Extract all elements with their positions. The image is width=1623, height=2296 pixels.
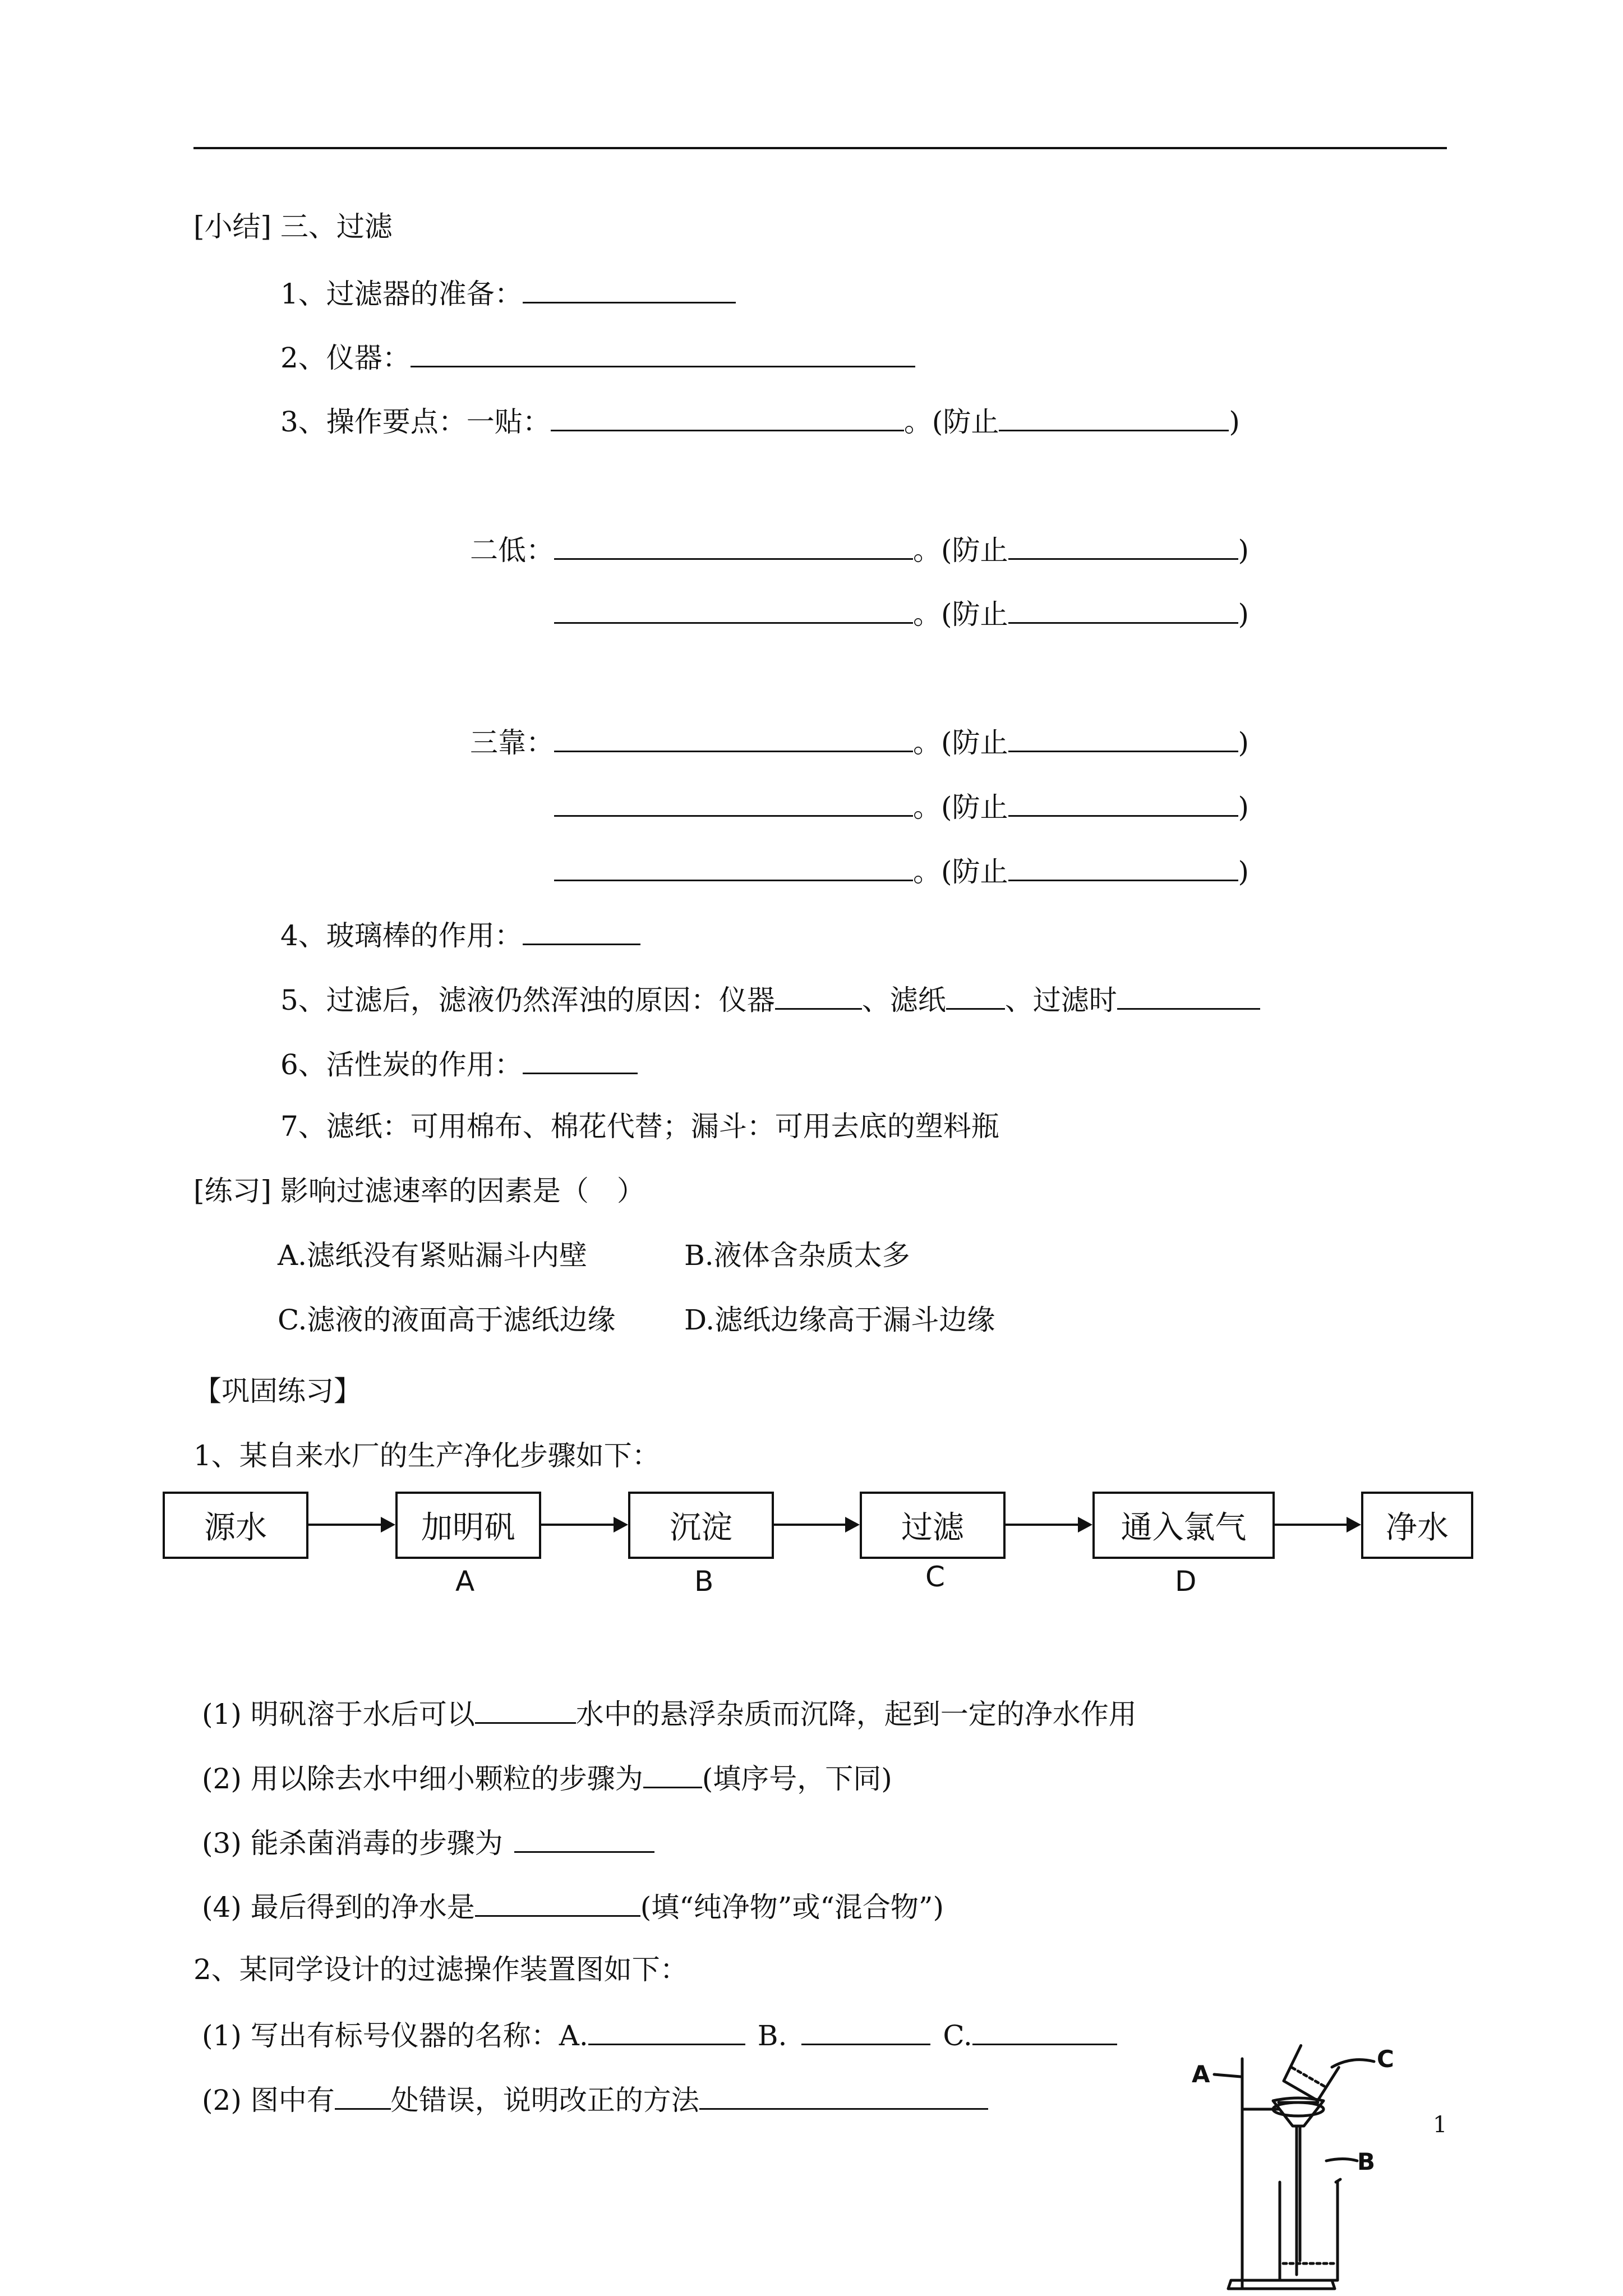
answer-blank[interactable] <box>1008 853 1238 881</box>
arrow-head-icon <box>1347 1517 1361 1533</box>
option-d: D.滤纸边缘高于漏斗边缘 <box>684 1304 995 1336</box>
summary-item-6: 6、活性炭的作用： <box>280 1046 638 1082</box>
summary-item-3-yitie: 3、操作要点：一贴： 。(防止 ) <box>280 403 1240 439</box>
san-kao-row-3: 。(防止 ) <box>554 853 1249 889</box>
answer-blank[interactable] <box>335 2081 391 2110</box>
answer-blank[interactable] <box>801 2017 930 2045</box>
answer-blank[interactable] <box>551 403 904 431</box>
answer-blank[interactable] <box>554 531 913 560</box>
summary-item-7: 7、滤纸：可用棉布、棉花代替；漏斗：可用去底的塑料瓶 <box>280 1110 999 1143</box>
answer-blank[interactable] <box>699 2081 988 2110</box>
flow-arrow <box>1275 1524 1347 1526</box>
flow-arrow <box>774 1524 846 1526</box>
flow-arrow <box>541 1524 614 1526</box>
flow-letter-d: D <box>1175 1565 1197 1598</box>
answer-blank[interactable] <box>554 595 913 624</box>
label-b: B <box>1357 2148 1376 2175</box>
header-rule <box>193 147 1447 149</box>
flow-box-source-water: 源水 <box>163 1492 308 1559</box>
flow-box-clean-water: 净水 <box>1361 1492 1473 1559</box>
answer-blank[interactable] <box>554 788 913 817</box>
answer-blank[interactable] <box>523 917 640 945</box>
q2-intro: 2、某同学设计的过滤操作装置图如下： <box>193 1953 688 1986</box>
answer-blank[interactable] <box>1008 595 1238 624</box>
q2-part-1: (1) 写出有标号仪器的名称：A. B. C. <box>202 2017 1117 2053</box>
q1-part-3: (3) 能杀菌消毒的步骤为 <box>202 1824 654 1860</box>
answer-blank[interactable] <box>554 853 913 881</box>
flow-arrow <box>1006 1524 1078 1526</box>
consolidation-heading: 【巩固练习】 <box>193 1375 362 1407</box>
flow-letter-c: C <box>925 1561 945 1593</box>
flow-box-sedimentation: 沉淀 <box>628 1492 774 1559</box>
option-b: B.液体含杂质太多 <box>684 1239 910 1272</box>
answer-blank[interactable] <box>999 403 1229 431</box>
q1-part-1: (1) 明矾溶于水后可以 水中的悬浮杂质而沉降，起到一定的净水作用 <box>202 1695 1137 1731</box>
answer-blank[interactable] <box>1008 531 1238 560</box>
answer-blank[interactable] <box>643 1760 702 1788</box>
flow-box-filtration: 过滤 <box>860 1492 1006 1559</box>
answer-blank[interactable] <box>588 2017 745 2045</box>
pouring-beaker <box>1281 2046 1339 2102</box>
answer-blank[interactable] <box>946 981 1005 1010</box>
filtration-apparatus-figure <box>1189 2042 1453 2296</box>
flow-letter-a: A <box>455 1565 475 1598</box>
answer-blank[interactable] <box>1008 724 1238 752</box>
flow-box-chlorination: 通入氯气 <box>1092 1492 1275 1559</box>
answer-blank[interactable] <box>554 724 913 752</box>
beaker <box>1280 2182 1338 2280</box>
label-a: A <box>1192 2060 1210 2088</box>
answer-blank[interactable] <box>411 339 915 367</box>
option-c: C.滤液的液面高于滤纸边缘 <box>278 1304 616 1336</box>
answer-blank[interactable] <box>1117 981 1260 1010</box>
q1-part-4: (4) 最后得到的净水是 (填“纯净物”或“混合物”) <box>202 1888 944 1924</box>
answer-blank[interactable] <box>475 1695 576 1724</box>
summary-item-4: 4、玻璃棒的作用： <box>280 917 640 953</box>
er-di-row-2: 。(防止 ) <box>554 595 1249 631</box>
answer-blank[interactable] <box>523 275 736 303</box>
practice-question: [练习] 影响过滤速率的因素是（ ） <box>193 1175 645 1207</box>
er-di-row-1: 二低： 。(防止 ) <box>470 531 1249 567</box>
answer-blank[interactable] <box>1008 788 1238 817</box>
arrow-head-icon <box>845 1517 860 1533</box>
answer-blank[interactable] <box>775 981 862 1010</box>
summary-item-1: 1、过滤器的准备： <box>280 275 736 311</box>
arrow-head-icon <box>614 1517 628 1533</box>
summary-item-2: 2、仪器： <box>280 339 915 375</box>
answer-blank[interactable] <box>972 2017 1117 2045</box>
q1-part-2: (2) 用以除去水中细小颗粒的步骤为 (填序号，下同) <box>202 1760 892 1796</box>
arrow-head-icon <box>381 1517 395 1533</box>
summary-heading: [小结] 三、过滤 <box>193 210 393 243</box>
arrow-head-icon <box>1078 1517 1092 1533</box>
q2-part-2: (2) 图中有 处错误，说明改正的方法 <box>202 2081 988 2117</box>
answer-blank[interactable] <box>475 1888 640 1917</box>
flow-letter-b: B <box>694 1565 714 1598</box>
flow-arrow <box>308 1524 381 1526</box>
summary-item-5: 5、过滤后，滤液仍然浑浊的原因：仪器 、滤纸 、过滤时 <box>280 981 1260 1017</box>
label-c: C <box>1377 2045 1394 2073</box>
option-a: A.滤纸没有紧贴漏斗内壁 <box>278 1239 588 1272</box>
flow-box-add-alum: 加明矾 <box>395 1492 541 1559</box>
answer-blank[interactable] <box>514 1824 654 1853</box>
san-kao-row-2: 。(防止 ) <box>554 788 1249 824</box>
answer-blank[interactable] <box>523 1046 638 1074</box>
page-number: 1 <box>1433 2112 1447 2138</box>
san-kao-row-1: 三靠： 。(防止 ) <box>470 724 1249 760</box>
q1-intro: 1、某自来水厂的生产净化步骤如下： <box>193 1439 660 1472</box>
